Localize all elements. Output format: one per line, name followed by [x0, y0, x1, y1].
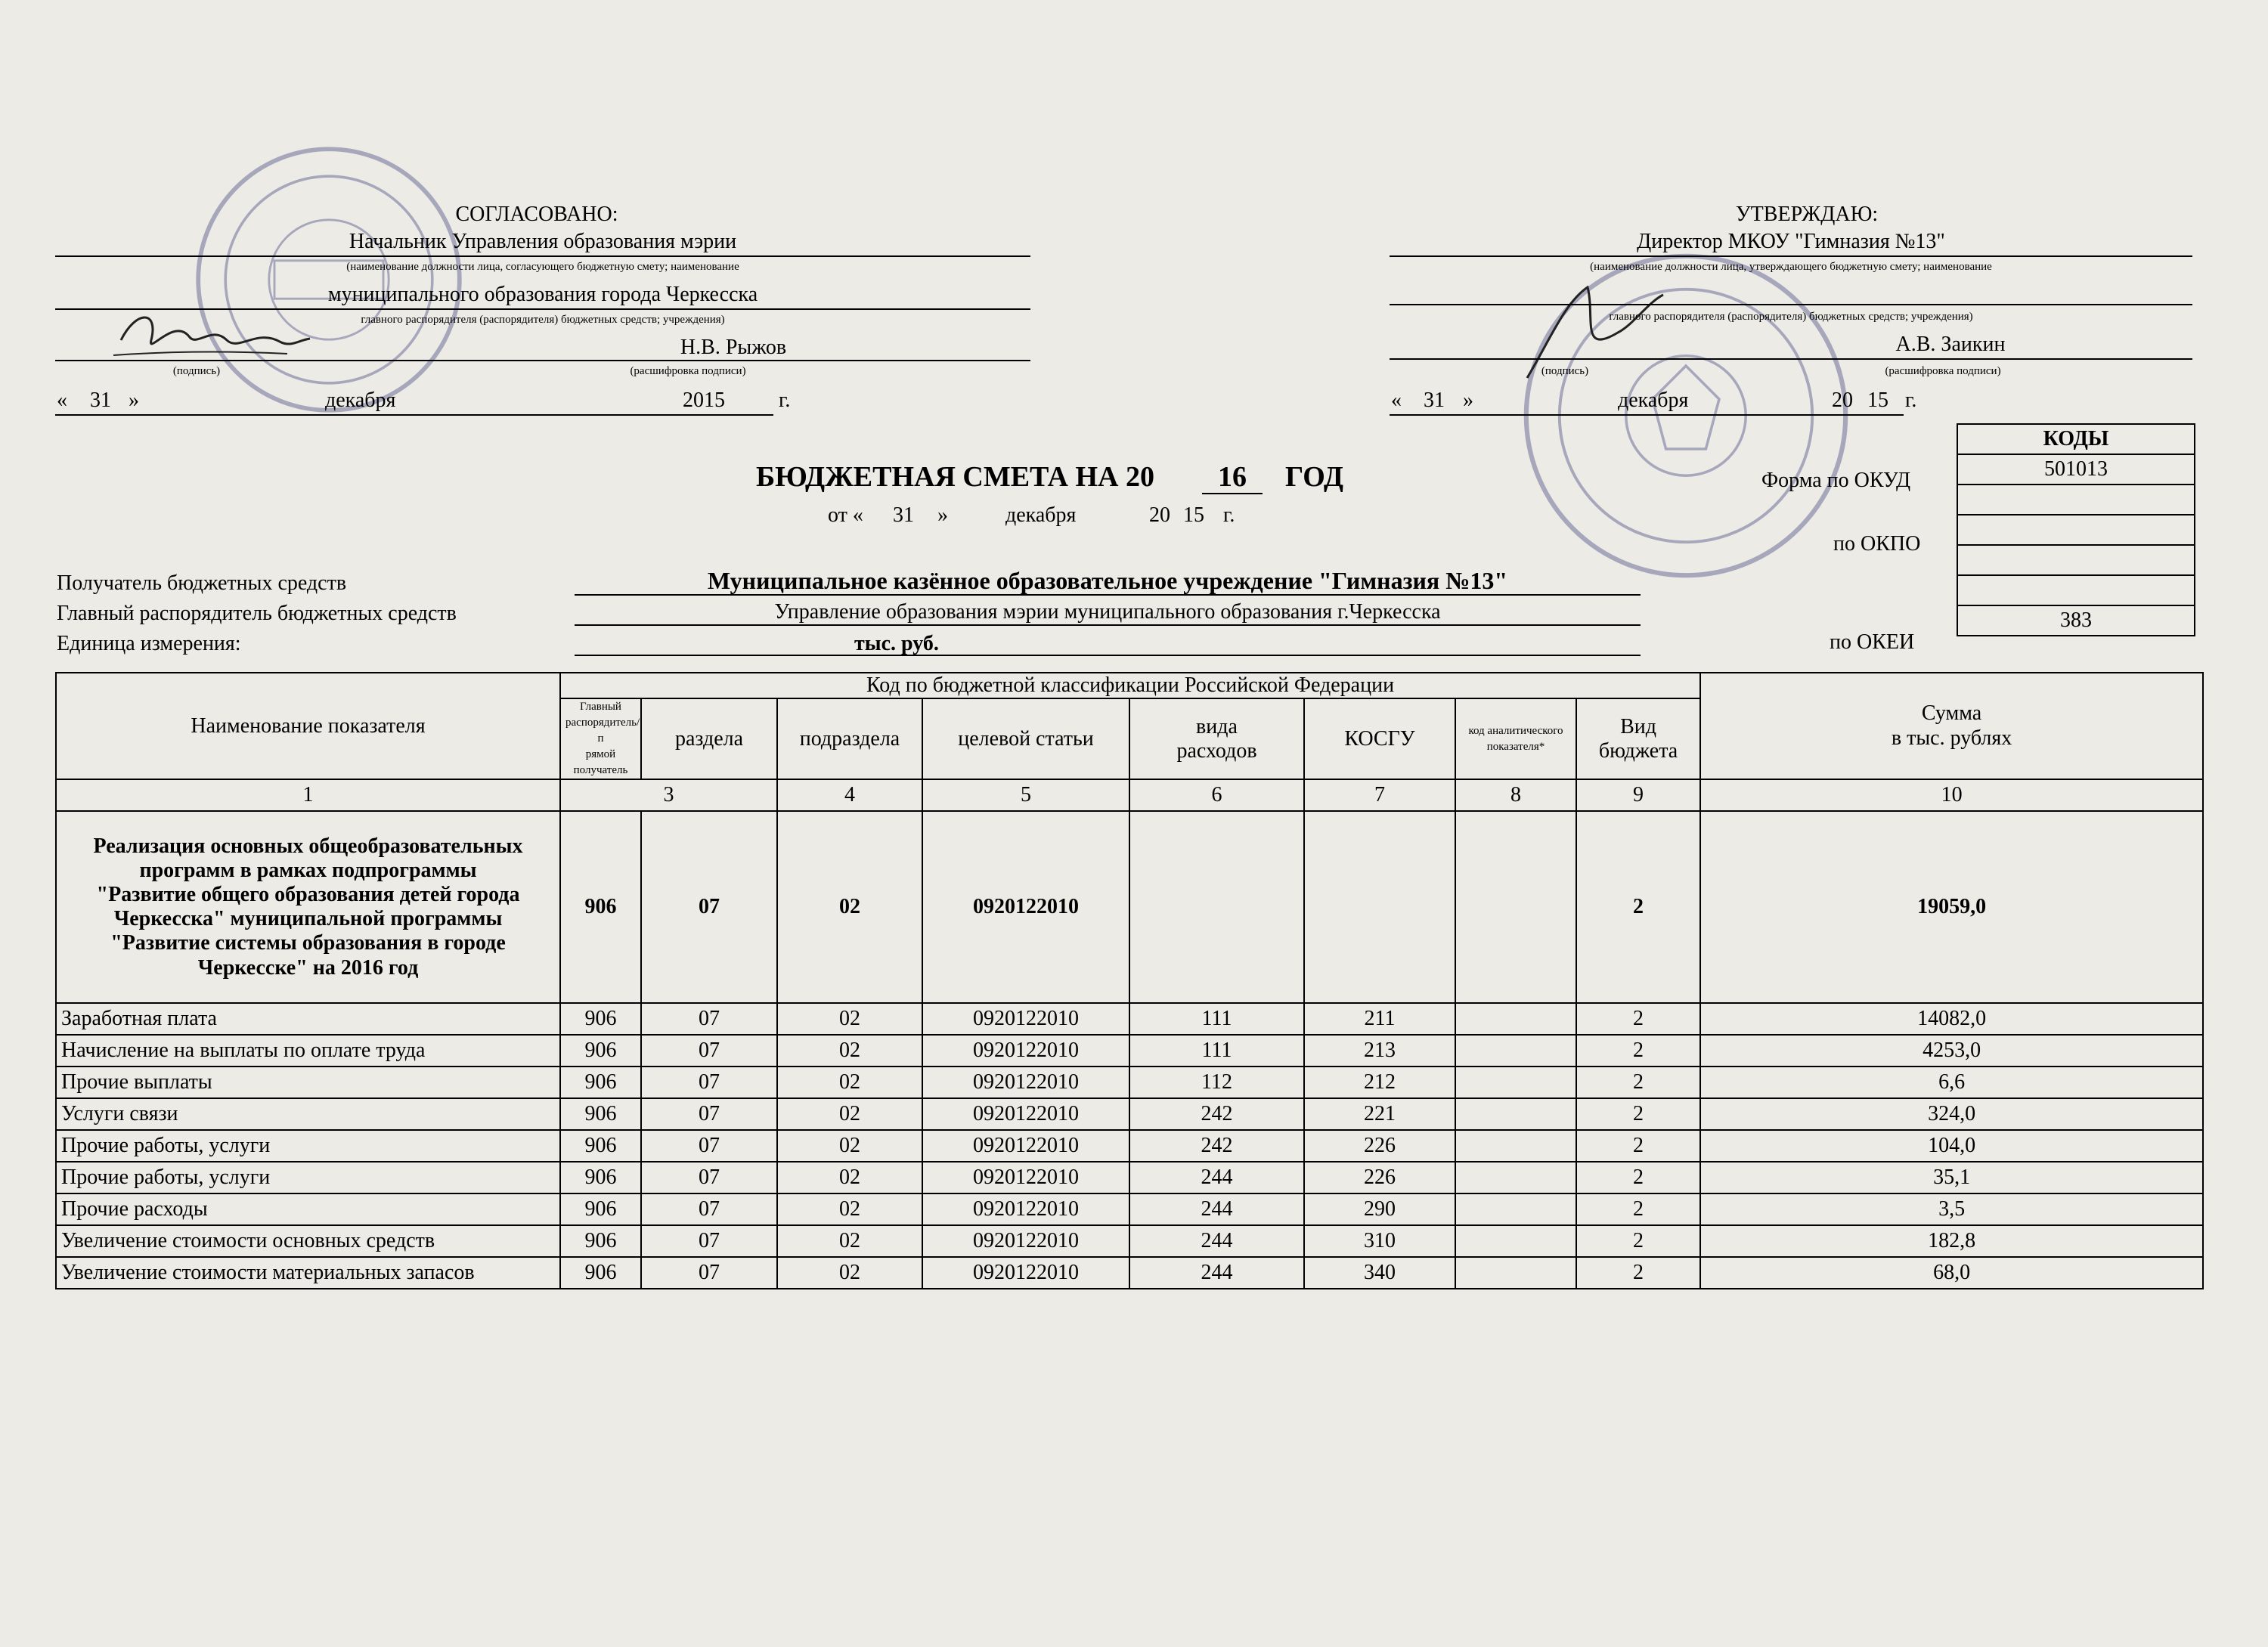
cell-sum: 35,1	[1700, 1162, 2203, 1193]
agreed-decode-caption: (расшифровка подписи)	[630, 365, 746, 377]
cell-section: 07	[641, 1003, 777, 1035]
unit-label: Единица измерения:	[57, 632, 241, 655]
cell-name: Заработная плата	[56, 1003, 560, 1035]
cell-kosgu: 226	[1304, 1130, 1455, 1162]
cell-main: 906	[560, 1257, 641, 1289]
cell-main: 906	[560, 1225, 641, 1257]
unit-value: тыс. руб.	[854, 632, 939, 655]
recipient-label: Получатель бюджетных средств	[57, 571, 347, 595]
cell-target: 0920122010	[922, 1193, 1129, 1225]
header-target-text: целевой статьи	[958, 726, 1094, 751]
col-num-9: 9	[1576, 779, 1700, 811]
header-budget	[1576, 698, 1700, 779]
cell-analytic	[1455, 1098, 1576, 1130]
header-budget-line-2: бюджета	[1598, 738, 1678, 763]
program-name-line-3: "Развитие общего образования детей города	[96, 883, 520, 906]
cell-name: Увеличение стоимости основных средств	[56, 1225, 560, 1257]
agreed-date-year: 2015	[683, 389, 725, 412]
header-subsection-text: подраздела	[799, 726, 900, 751]
cell-analytic	[1455, 1035, 1576, 1067]
cell-budget: 2	[1576, 1225, 1700, 1257]
program-target: 0920122010	[922, 811, 1129, 1003]
cell-section: 07	[641, 1193, 777, 1225]
cell-kosgu: 213	[1304, 1035, 1455, 1067]
table-row	[56, 1193, 2203, 1225]
cell-target: 0920122010	[922, 1257, 1129, 1289]
cell-main: 906	[560, 1003, 641, 1035]
codes-spacer-2	[1958, 576, 2194, 606]
program-kosgu	[1304, 811, 1455, 1003]
cell-main: 906	[560, 1035, 641, 1067]
header-name-text: Наименование показателя	[191, 714, 426, 738]
okud-label: Форма по ОКУД	[1761, 469, 1911, 492]
cell-analytic	[1455, 1130, 1576, 1162]
cell-budget: 2	[1576, 1067, 1700, 1098]
header-main-line-2: распорядитель/п	[565, 717, 640, 745]
col-num-5: 5	[922, 779, 1129, 811]
column-number-row	[56, 779, 2203, 811]
program-name-line-1: Реализация основных общеобразовательных	[93, 834, 523, 858]
agreed-signer: Н.В. Рыжов	[680, 336, 787, 359]
cell-target: 0920122010	[922, 1098, 1129, 1130]
program-name	[56, 811, 560, 1003]
okpo-code	[1958, 515, 2194, 546]
cell-subsection: 02	[777, 1162, 922, 1193]
manager-value: Управление образования мэрии муниципального образования г.Черкесска	[774, 600, 1441, 624]
cell-kind: 244	[1129, 1257, 1304, 1289]
cell-name: Прочие выплаты	[56, 1067, 560, 1098]
header-analytic-line-2: показателя*	[1486, 740, 1545, 753]
title-year: 16	[1218, 461, 1247, 493]
header-kind-line-1: вида	[1196, 714, 1238, 738]
cell-kind: 244	[1129, 1162, 1304, 1193]
cell-sum: 324,0	[1700, 1098, 2203, 1130]
cell-section: 07	[641, 1098, 777, 1130]
agreed-date-suffix: г.	[779, 389, 791, 412]
title-from-day: 31	[893, 503, 914, 527]
table-row	[56, 1035, 2203, 1067]
cell-sum: 182,8	[1700, 1225, 2203, 1257]
cell-sum: 3,5	[1700, 1193, 2203, 1225]
codes-header: КОДЫ	[1958, 425, 2194, 455]
title-from-year: 15	[1183, 503, 1204, 527]
agreed-position: Начальник Управления образования мэрии	[349, 230, 737, 253]
approve-date-day: 31	[1424, 389, 1445, 412]
okud-code: 501013	[1958, 455, 2194, 485]
approve-decode-caption: (расшифровка подписи)	[1885, 365, 2001, 377]
cell-kind: 242	[1129, 1098, 1304, 1130]
recipient-value: Муниципальное казённое образовательное учреждение "Гимназия №13"	[707, 567, 1508, 594]
cell-section: 07	[641, 1162, 777, 1193]
header-sum-line-1: Сумма	[1921, 701, 1982, 726]
manager-line	[575, 624, 1641, 626]
title-from-suffix: г.	[1223, 503, 1235, 527]
cell-budget: 2	[1576, 1003, 1700, 1035]
approve-date-line	[1390, 414, 1904, 416]
okei-code: 383	[2060, 608, 2092, 632]
cell-budget: 2	[1576, 1257, 1700, 1289]
table-row	[56, 1067, 2203, 1098]
cell-kind: 244	[1129, 1193, 1304, 1225]
table-row	[56, 1098, 2203, 1130]
cell-name: Увеличение стоимости материальных запасов	[56, 1257, 560, 1289]
header-main-line-1: Главный	[580, 701, 621, 714]
cell-budget: 2	[1576, 1035, 1700, 1067]
cell-kosgu: 212	[1304, 1067, 1455, 1098]
header-analytic-line-1: код аналитического	[1468, 724, 1563, 737]
program-name-line-6: Черкесске" на 2016 год	[197, 955, 419, 980]
cell-kind: 111	[1129, 1035, 1304, 1067]
cell-main: 906	[560, 1067, 641, 1098]
header-code	[560, 673, 1700, 698]
agreed-date-open: «	[57, 389, 67, 412]
cell-section: 07	[641, 1130, 777, 1162]
cell-sum: 4253,0	[1700, 1035, 2203, 1067]
approve-date-year-prefix: 20	[1832, 389, 1853, 412]
agreed-position-caption: (наименование должности лица, согласующего бюджетную смету; наименование	[346, 261, 739, 273]
cell-name: Прочие работы, услуги	[56, 1130, 560, 1162]
cell-subsection: 02	[777, 1193, 922, 1225]
cell-sum: 14082,0	[1700, 1003, 2203, 1035]
title-suffix: ГОД	[1285, 461, 1344, 493]
program-section: 07	[641, 811, 777, 1003]
approve-date-open: «	[1391, 389, 1402, 412]
cell-sum: 68,0	[1700, 1257, 2203, 1289]
cell-kosgu: 290	[1304, 1193, 1455, 1225]
table-row	[56, 1257, 2203, 1289]
col-num-1: 1	[56, 779, 560, 811]
cell-main: 906	[560, 1130, 641, 1162]
approve-sign-line	[1390, 358, 2192, 360]
codes-spacer-1	[1958, 546, 2194, 576]
col-num-8: 8	[1455, 779, 1576, 811]
cell-subsection: 02	[777, 1098, 922, 1130]
agreed-sign-caption: (подпись)	[172, 365, 221, 377]
cell-analytic	[1455, 1193, 1576, 1225]
title-from-close: »	[937, 503, 948, 527]
header-sum	[1700, 673, 2203, 779]
header-main-line-3: рямой получатель	[573, 748, 628, 777]
header-section	[641, 698, 777, 779]
recipient-line	[575, 594, 1641, 596]
header-main	[560, 698, 641, 779]
budget-table	[55, 672, 2204, 1289]
header-kind-line-2: расходов	[1176, 738, 1257, 763]
table-row	[56, 1003, 2203, 1035]
cell-name: Начисление на выплаты по оплате труда	[56, 1035, 560, 1067]
table-row	[56, 1130, 2203, 1162]
cell-kosgu: 310	[1304, 1225, 1455, 1257]
approve-position-line	[1390, 255, 2192, 257]
approve-org-caption: главного распорядителя (распорядителя) бюджетных средств; учреждения)	[1609, 311, 1973, 323]
cell-main: 906	[560, 1193, 641, 1225]
title-from-month: декабря	[1005, 503, 1077, 527]
cell-sum: 6,6	[1700, 1067, 2203, 1098]
title-prefix: БЮДЖЕТНАЯ СМЕТА НА 20	[756, 461, 1154, 493]
codes-box	[1957, 423, 2195, 636]
program-row	[56, 811, 2203, 1003]
cell-analytic	[1455, 1162, 1576, 1193]
agreed-date-line	[55, 414, 773, 416]
approve-date-close: »	[1463, 389, 1473, 412]
agreed-org-caption: главного распорядителя (распорядителя) бюджетных средств; учреждения)	[361, 314, 725, 326]
cell-sum: 104,0	[1700, 1130, 2203, 1162]
cell-analytic	[1455, 1067, 1576, 1098]
approve-signer: А.В. Заикин	[1895, 333, 2006, 356]
cell-section: 07	[641, 1035, 777, 1067]
header-kosgu-text: КОСГУ	[1344, 726, 1415, 751]
cell-subsection: 02	[777, 1067, 922, 1098]
agreed-heading: СОГЛАСОВАНО:	[455, 203, 618, 226]
program-main: 906	[560, 811, 641, 1003]
cell-section: 07	[641, 1067, 777, 1098]
cell-main: 906	[560, 1162, 641, 1193]
cell-kosgu: 221	[1304, 1098, 1455, 1130]
title-year-line	[1202, 493, 1263, 494]
cell-analytic	[1455, 1257, 1576, 1289]
approve-org-line	[1390, 304, 2192, 305]
program-subsection: 02	[777, 811, 922, 1003]
col-num-6: 6	[1129, 779, 1304, 811]
cell-kind: 111	[1129, 1003, 1304, 1035]
agreed-date-month: декабря	[325, 389, 396, 412]
cell-subsection: 02	[777, 1130, 922, 1162]
cell-analytic	[1455, 1225, 1576, 1257]
title-from-prefix: от «	[828, 503, 863, 527]
agreed-position-line	[55, 255, 1030, 257]
table-header-row-1	[56, 673, 2203, 698]
program-sum: 19059,0	[1700, 811, 2203, 1003]
approve-date-month: декабря	[1618, 389, 1689, 412]
program-analytic	[1455, 811, 1576, 1003]
header-sum-line-2: в тыс. рублях	[1891, 726, 2012, 750]
cell-name: Прочие расходы	[56, 1193, 560, 1225]
cell-budget: 2	[1576, 1162, 1700, 1193]
cell-budget: 2	[1576, 1130, 1700, 1162]
cell-subsection: 02	[777, 1257, 922, 1289]
col-num-7: 7	[1304, 779, 1455, 811]
cell-budget: 2	[1576, 1193, 1700, 1225]
cell-kosgu: 226	[1304, 1162, 1455, 1193]
header-kosgu	[1304, 698, 1455, 779]
okei-label: по ОКЕИ	[1830, 630, 1915, 654]
agreed-date-close: »	[129, 389, 139, 412]
agreed-date-day: 31	[90, 389, 111, 412]
program-kind	[1129, 811, 1304, 1003]
header-subsection	[777, 698, 922, 779]
cell-kind: 242	[1129, 1130, 1304, 1162]
cell-main: 906	[560, 1098, 641, 1130]
table-row	[56, 1225, 2203, 1257]
header-kind	[1129, 698, 1304, 779]
program-name-line-2: программ в рамках подпрограммы	[139, 858, 477, 882]
program-name-line-5: "Развитие системы образования в городе	[110, 931, 506, 955]
header-section-text: раздела	[674, 726, 744, 751]
agreed-org: муниципального образования города Черкесска	[327, 283, 758, 306]
header-budget-line-1: Вид	[1620, 714, 1656, 738]
agreed-sign-line	[55, 360, 1030, 361]
unit-line	[575, 655, 1641, 656]
table-row	[56, 1162, 2203, 1193]
cell-budget: 2	[1576, 1098, 1700, 1130]
approve-heading: УТВЕРЖДАЮ:	[1735, 203, 1879, 226]
cell-subsection: 02	[777, 1225, 922, 1257]
col-num-10: 10	[1700, 779, 2203, 811]
header-name	[56, 673, 560, 779]
manager-label: Главный распорядитель бюджетных средств	[57, 602, 457, 625]
cell-target: 0920122010	[922, 1162, 1129, 1193]
cell-kind: 112	[1129, 1067, 1304, 1098]
cell-target: 0920122010	[922, 1067, 1129, 1098]
cell-target: 0920122010	[922, 1035, 1129, 1067]
header-analytic	[1455, 698, 1576, 779]
program-budget: 2	[1576, 811, 1700, 1003]
col-num-3: 3	[560, 779, 777, 811]
approve-sign-caption: (подпись)	[1541, 365, 1589, 377]
cell-name: Услуги связи	[56, 1098, 560, 1130]
cell-analytic	[1455, 1003, 1576, 1035]
header-target	[922, 698, 1129, 779]
cell-subsection: 02	[777, 1003, 922, 1035]
okpo-code-empty	[1958, 485, 2194, 515]
approve-date-suffix: г.	[1905, 389, 1917, 412]
cell-target: 0920122010	[922, 1003, 1129, 1035]
cell-section: 07	[641, 1257, 777, 1289]
cell-kind: 244	[1129, 1225, 1304, 1257]
approve-date-year: 15	[1867, 389, 1888, 412]
cell-subsection: 02	[777, 1035, 922, 1067]
approve-position: Директор МКОУ "Гимназия №13"	[1637, 230, 1945, 253]
col-num-4: 4	[777, 779, 922, 811]
cell-section: 07	[641, 1225, 777, 1257]
title-from-year-prefix: 20	[1149, 503, 1170, 527]
cell-target: 0920122010	[922, 1130, 1129, 1162]
cell-name: Прочие работы, услуги	[56, 1162, 560, 1193]
cell-target: 0920122010	[922, 1225, 1129, 1257]
program-name-line-4: Черкесска" муниципальной программы	[113, 907, 503, 931]
okpo-label: по ОКПО	[1833, 532, 1921, 556]
approve-position-caption: (наименование должности лица, утверждающего бюджетную смету; наименование	[1590, 261, 1992, 273]
agreed-org-line	[55, 308, 1030, 310]
cell-kosgu: 211	[1304, 1003, 1455, 1035]
header-code-text: Код по бюджетной классификации Российской Федерации	[866, 673, 1395, 697]
cell-kosgu: 340	[1304, 1257, 1455, 1289]
